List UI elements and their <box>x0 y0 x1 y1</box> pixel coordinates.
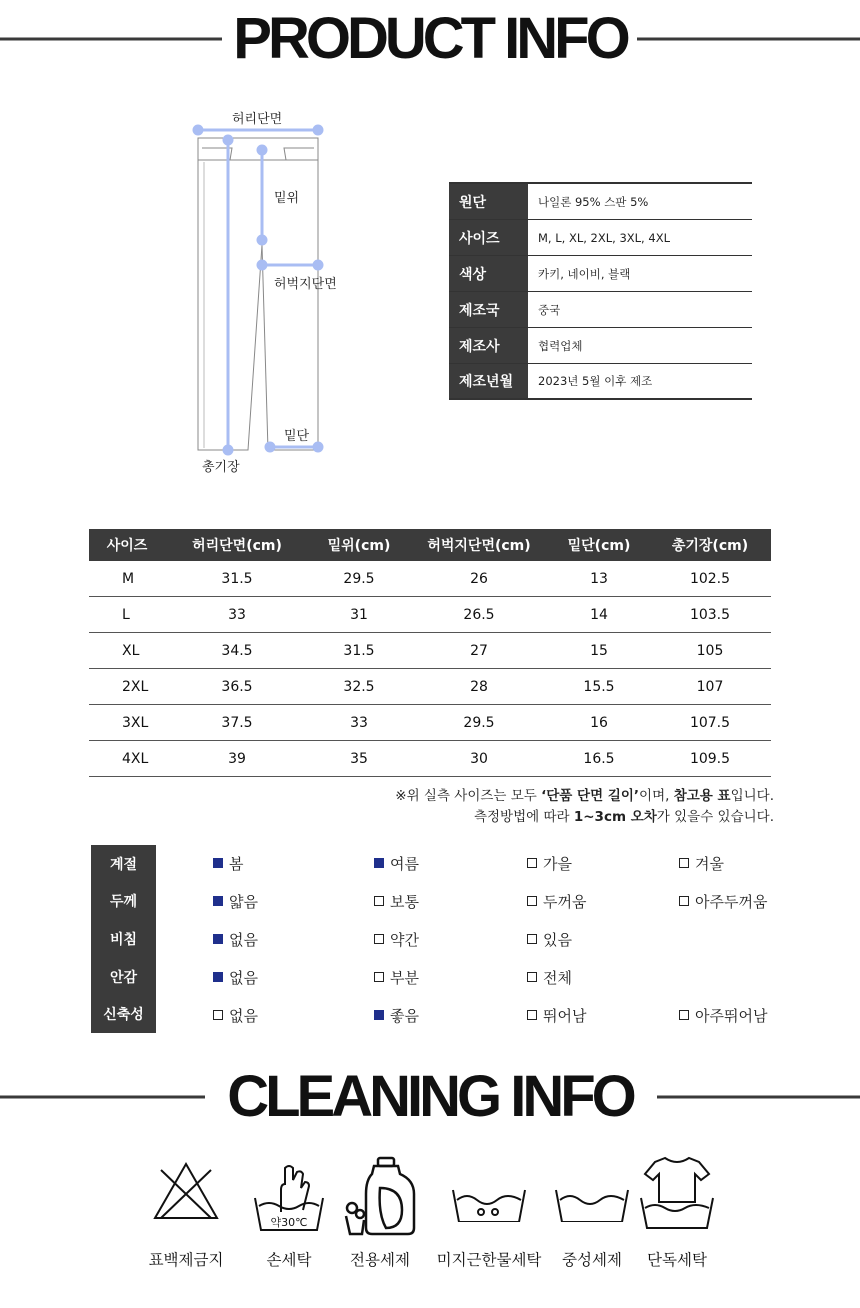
checked-box-icon <box>213 934 223 944</box>
care-label: 표백제금지 <box>148 1251 224 1269</box>
info-key: 색상 <box>449 256 528 291</box>
separate-wash-icon <box>637 1150 717 1230</box>
attribute-labels <box>91 845 156 1033</box>
size-table-cell: 105 <box>696 642 724 659</box>
info-key: 제조사 <box>449 328 528 363</box>
diagram-label-length: 총기장 <box>202 460 240 475</box>
unchecked-box-icon <box>527 972 537 982</box>
note-text: 이며, <box>639 788 674 804</box>
size-table <box>89 529 771 777</box>
diagram-label-thigh: 허벅지단면 <box>274 277 337 292</box>
attribute-option <box>374 967 419 987</box>
attribute-option <box>679 853 724 873</box>
size-table-cell: XL <box>122 642 140 659</box>
size-table-cell: 102.5 <box>689 570 731 587</box>
detergent-bottle-icon <box>340 1154 420 1238</box>
attribute-option <box>374 1005 419 1025</box>
attribute-option <box>527 891 586 911</box>
info-value: 나일론 95% 스판 5% <box>538 194 649 209</box>
size-table-header <box>89 529 771 561</box>
diagram-label-waist: 허리단면 <box>232 112 283 127</box>
attribute-option-label: 겨울 <box>695 854 724 873</box>
attribute-option <box>527 967 572 987</box>
size-table-cell: 33 <box>350 714 368 731</box>
product-info-heading <box>0 4 860 74</box>
size-table-cell: M <box>122 570 135 587</box>
info-value: 협력업체 <box>538 338 583 353</box>
attribute-option-label: 아주뛰어남 <box>695 1006 768 1025</box>
attribute-option-label: 여름 <box>390 854 419 873</box>
size-table-cell: 29.5 <box>343 570 375 587</box>
attribute-option-label: 전체 <box>543 968 572 987</box>
attribute-option <box>213 967 258 987</box>
checked-box-icon <box>213 972 223 982</box>
size-header-cell: 총기장(cm) <box>671 538 749 554</box>
unchecked-box-icon <box>679 1010 689 1020</box>
info-key: 제조국 <box>449 292 528 327</box>
size-table-cell: 103.5 <box>689 606 731 623</box>
unchecked-box-icon <box>679 858 689 868</box>
size-table-cell: 26.5 <box>463 606 495 623</box>
care-separate-wash <box>617 1160 737 1280</box>
info-value: M, L, XL, 2XL, 3XL, 4XL <box>538 230 670 245</box>
size-table-cell: 107.5 <box>689 714 731 731</box>
checked-box-icon <box>374 858 384 868</box>
care-label: 전용세제 <box>350 1251 410 1269</box>
pants-measurement-diagram <box>180 100 380 480</box>
attribute-option-label: 없음 <box>229 968 258 987</box>
size-table-cell: 28 <box>470 678 488 695</box>
info-row <box>449 364 752 400</box>
attribute-option <box>679 1005 767 1025</box>
care-label: 단독세탁 <box>647 1251 707 1269</box>
size-table-cell: 26 <box>470 570 488 587</box>
info-key: 사이즈 <box>449 220 528 255</box>
checked-box-icon <box>213 896 223 906</box>
info-row <box>449 328 752 364</box>
size-header-cell: 허리단면(cm) <box>192 538 282 554</box>
unchecked-box-icon <box>374 972 384 982</box>
attribute-option <box>374 929 419 949</box>
attribute-option-label: 가을 <box>543 854 572 873</box>
unchecked-box-icon <box>527 858 537 868</box>
info-value: 중국 <box>538 302 561 317</box>
attribute-key: 안감 <box>109 969 138 986</box>
attribute-option <box>213 929 258 949</box>
size-table-cell: 32.5 <box>343 678 375 695</box>
size-table-row <box>89 633 771 669</box>
attribute-option <box>213 853 244 873</box>
attribute-option-label: 없음 <box>229 930 258 949</box>
attribute-key: 두께 <box>109 894 138 911</box>
attribute-option-label: 뛰어남 <box>543 1006 587 1025</box>
note-emphasis: 참고용 표 <box>673 788 731 804</box>
info-key: 원단 <box>449 184 528 219</box>
info-row <box>449 220 752 256</box>
attribute-key: 계절 <box>109 856 138 873</box>
cleaning-info-heading <box>0 1062 860 1132</box>
size-table-cell: L <box>122 606 130 623</box>
attribute-option <box>213 1005 258 1025</box>
size-table-cell: 107 <box>696 678 724 695</box>
info-row <box>449 256 752 292</box>
attribute-option-label: 부분 <box>390 968 419 987</box>
info-row <box>449 292 752 328</box>
size-table-cell: 4XL <box>122 750 149 767</box>
hand-wash-icon <box>249 1160 329 1232</box>
info-row <box>449 184 752 220</box>
size-table-cell: 16 <box>590 714 608 731</box>
size-table-row <box>89 669 771 705</box>
attribute-option <box>527 1005 586 1025</box>
attribute-option-label: 좋음 <box>390 1006 419 1025</box>
note-text: ※위 실측 사이즈는 모두 <box>395 788 542 804</box>
size-table-cell: 31.5 <box>221 570 253 587</box>
attribute-option-label: 보통 <box>390 892 419 911</box>
size-table-cell: 16.5 <box>583 750 615 767</box>
note-text: 가 있을수 있습니다. <box>656 809 774 825</box>
unchecked-box-icon <box>527 896 537 906</box>
size-table-body <box>89 561 771 777</box>
measurement-note-line1 <box>395 784 774 804</box>
diagram-label-hem: 밑단 <box>284 429 310 444</box>
note-emphasis: 1~3cm 오차 <box>573 809 657 825</box>
size-table-row <box>89 597 771 633</box>
attribute-option-label: 없음 <box>229 1006 258 1025</box>
size-table-cell: 31.5 <box>343 642 375 659</box>
size-table-row <box>89 741 771 777</box>
attribute-key: 비침 <box>109 931 138 948</box>
size-table-cell: 29.5 <box>463 714 495 731</box>
product-info-title: PRODUCT INFO <box>233 6 627 71</box>
diagram-label-rise: 밑위 <box>274 191 300 206</box>
unchecked-box-icon <box>374 896 384 906</box>
unchecked-box-icon <box>213 1010 223 1020</box>
size-header-cell: 밑위(cm) <box>327 538 391 554</box>
measurement-note-line2 <box>474 805 774 825</box>
size-table-cell: 30 <box>470 750 488 767</box>
checked-box-icon <box>213 858 223 868</box>
note-text: 입니다. <box>730 788 774 804</box>
care-label: 중성세제 <box>562 1251 622 1269</box>
size-table-cell: 13 <box>590 570 608 587</box>
size-table-cell: 37.5 <box>221 714 253 731</box>
cleaning-info-title: CLEANING INFO <box>227 1064 633 1129</box>
lukewarm-wash-icon <box>449 1160 529 1222</box>
attribute-option <box>527 929 572 949</box>
size-table-cell: 39 <box>228 750 246 767</box>
attribute-option <box>527 853 572 873</box>
care-label: 손세탁 <box>266 1251 312 1269</box>
size-table-cell: 2XL <box>122 678 149 695</box>
unchecked-box-icon <box>374 934 384 944</box>
size-table-cell: 34.5 <box>221 642 253 659</box>
size-header-cell: 사이즈 <box>106 538 148 554</box>
size-table-cell: 33 <box>228 606 246 623</box>
attribute-option-label: 아주두꺼움 <box>695 892 768 911</box>
size-table-cell: 109.5 <box>689 750 731 767</box>
info-value: 2023년 5월 이후 제조 <box>538 374 653 388</box>
hand-wash-temp: 약30℃ <box>270 1216 308 1229</box>
size-table-cell: 27 <box>470 642 488 659</box>
no-bleach-icon <box>151 1160 221 1222</box>
attribute-option-label: 약간 <box>390 930 419 949</box>
attribute-option <box>374 891 419 911</box>
size-table-cell: 35 <box>350 750 368 767</box>
info-value: 카키, 네이비, 블랙 <box>538 266 631 281</box>
care-label: 미지근한물세탁 <box>436 1251 542 1269</box>
care-detergent <box>320 1160 440 1280</box>
size-table-cell: 15 <box>590 642 608 659</box>
attribute-option-label: 두꺼움 <box>543 892 587 911</box>
checked-box-icon <box>374 1010 384 1020</box>
size-table-cell: 3XL <box>122 714 149 731</box>
note-text: 측정방법에 따라 <box>473 809 574 825</box>
attribute-key: 신축성 <box>103 1007 144 1024</box>
attribute-option-label: 있음 <box>543 930 572 949</box>
unchecked-box-icon <box>527 1010 537 1020</box>
product-info-table <box>449 182 752 400</box>
size-header-cell: 밑단(cm) <box>567 538 631 554</box>
care-lukewarm-wash <box>429 1160 549 1280</box>
size-table-cell: 14 <box>590 606 608 623</box>
attribute-option-label: 봄 <box>229 854 244 873</box>
attribute-option <box>374 853 419 873</box>
size-table-cell: 31 <box>350 606 368 623</box>
care-no-bleach <box>126 1160 246 1280</box>
size-table-row <box>89 561 771 597</box>
size-table-row <box>89 705 771 741</box>
note-emphasis: ‘단품 단면 길이’ <box>541 788 640 804</box>
unchecked-box-icon <box>527 934 537 944</box>
attribute-option <box>679 891 767 911</box>
info-key: 제조년월 <box>449 364 528 398</box>
size-table-cell: 36.5 <box>221 678 253 695</box>
attribute-option <box>213 891 258 911</box>
size-header-cell: 허벅지단면(cm) <box>427 538 531 554</box>
attribute-option-label: 얇음 <box>229 892 258 911</box>
size-table-cell: 15.5 <box>583 678 615 695</box>
unchecked-box-icon <box>679 896 689 906</box>
